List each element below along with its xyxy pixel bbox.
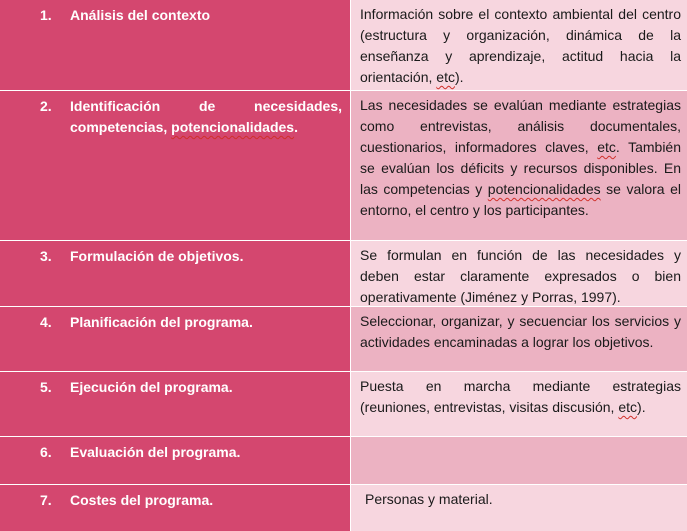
step-description: Personas y material. — [365, 491, 493, 507]
step-cell — [0, 372, 351, 436]
step-number: 2. — [40, 98, 52, 114]
step-description: Se formulan en función de las necesidades y deben estar claramente expresados o bien operativamente (Jiménez y Porras, 1997). — [360, 247, 681, 305]
table-row — [0, 372, 687, 436]
step-number: 1. — [40, 7, 52, 23]
table-row — [0, 437, 687, 484]
table-row — [0, 91, 687, 240]
step-title: Ejecución del programa. — [70, 379, 233, 395]
table-row — [0, 0, 687, 90]
step-number: 7. — [40, 492, 52, 508]
step-title: Costes del programa. — [70, 492, 214, 508]
table-row — [0, 485, 687, 531]
description-cell — [351, 307, 687, 371]
step-title: Identificación de necesidades, competencias, potencionalidades. — [70, 98, 342, 135]
description-cell — [351, 91, 687, 240]
step-cell — [0, 91, 351, 240]
step-number: 5. — [40, 379, 52, 395]
step-description: Las necesidades se evalúan mediante estrategias como entrevistas, análisis documentales, cuestionarios, informadores claves, etc. También se evalúan los déficits y recursos disponibles. En las competencias y potencionalidades se valora el entorno, el centro y los participantes. — [360, 97, 681, 218]
table-row — [0, 307, 687, 371]
description-cell — [351, 372, 687, 436]
description-cell — [351, 0, 687, 90]
step-number: 3. — [40, 248, 52, 264]
step-number: 4. — [40, 314, 52, 330]
step-number: 6. — [40, 444, 52, 460]
description-cell — [351, 241, 687, 306]
step-cell — [0, 241, 351, 306]
step-cell — [0, 437, 351, 484]
step-cell — [0, 0, 351, 90]
step-title: Planificación del programa. — [70, 314, 253, 330]
table-row — [0, 241, 687, 306]
step-title: Formulación de objetivos. — [70, 248, 244, 264]
step-cell — [0, 307, 351, 371]
description-cell — [351, 437, 687, 484]
step-description: Puesta en marcha mediante estrategias (reuniones, entrevistas, visitas discusión, etc). — [360, 378, 681, 415]
step-title: Análisis del contexto — [70, 7, 211, 23]
step-description: Seleccionar, organizar, y secuenciar los servicios y actividades encaminadas a lograr los objetivos. — [360, 313, 681, 350]
step-title: Evaluación del programa. — [70, 444, 241, 460]
description-cell — [351, 485, 687, 531]
step-description: Información sobre el contexto ambiental del centro (estructura y organización, dinámica de la enseñanza y aprendizaje, actitud hacia la orientación, etc). — [360, 6, 681, 85]
step-cell — [0, 485, 351, 531]
